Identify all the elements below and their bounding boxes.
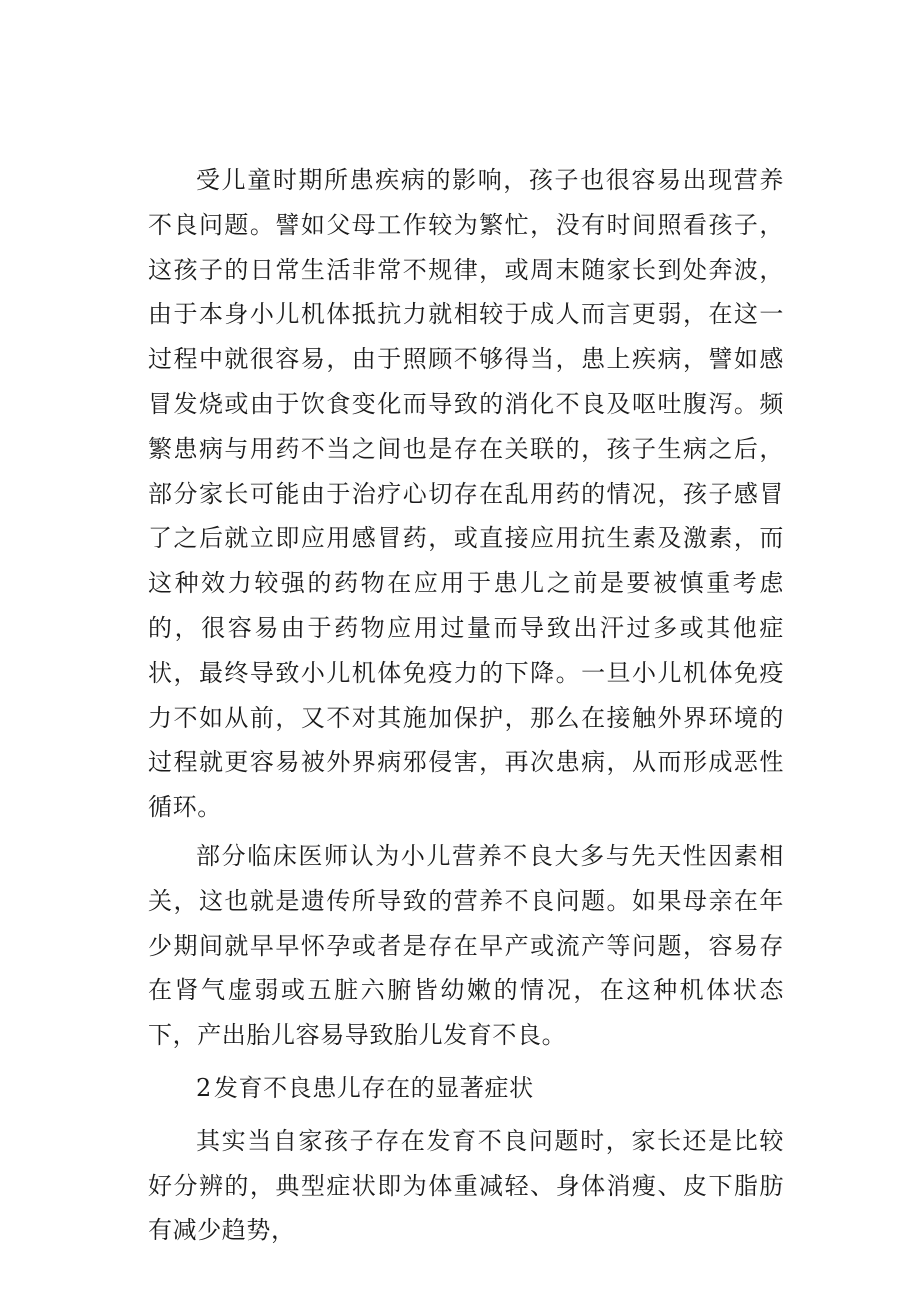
document-body	[148, 158, 784, 1253]
section-title: 发育不良患儿存在的显著症状	[213, 1073, 534, 1102]
section-number: 2	[196, 1073, 212, 1102]
paragraph-illness-impact: 受儿童时期所患疾病的影响，孩子也很容易出现营养不良问题。譬如父母工作较为繁忙，没有时间照看孩子，这孩子的日常生活非常不规律，或周末随家长到处奔波，由于本身小儿机体抵抗力就相较于成人而言更弱，在这一过程中就很容易，由于照顾不够得当，患上疾病，譬如感冒发烧或由于饮食变化而导致的消化不良及呕吐腹泻。频繁患病与用药不当之间也是存在关联的，孩子生病之后，部分家长可能由于治疗心切存在乱用药的情况，孩子感冒了之后就立即应用感冒药，或直接应用抗生素及激素，而这种效力较强的药物在应用于患儿之前是要被慎重考虑的，很容易由于药物应用过量而导致出汗过多或其他症状，最终导致小儿机体免疫力的下降。一旦小儿机体免疫力不如从前，又不对其施加保护，那么在接触外界环境的过程就更容易被外界病邪侵害，再次患病，从而形成恶性循环。	[148, 166, 784, 822]
paragraph-symptoms: 其实当自家孩子存在发育不良问题时，家长还是比较好分辨的，典型症状即为体重减轻、身体消瘦、皮下脂肪有减少趋势，	[148, 1126, 784, 1245]
paragraph-congenital-factors: 部分临床医师认为小儿营养不良大多与先天性因素相关，这也就是遗传所导致的营养不良问题。如果母亲在年少期间就早早怀孕或者是存在早产或流产等问题，容易存在肾气虚弱或五脏六腑皆幼嫩的情况，在这种机体状态下，产出胎儿容易导致胎儿发育不良。	[148, 841, 784, 1050]
section-heading	[148, 1066, 784, 1111]
